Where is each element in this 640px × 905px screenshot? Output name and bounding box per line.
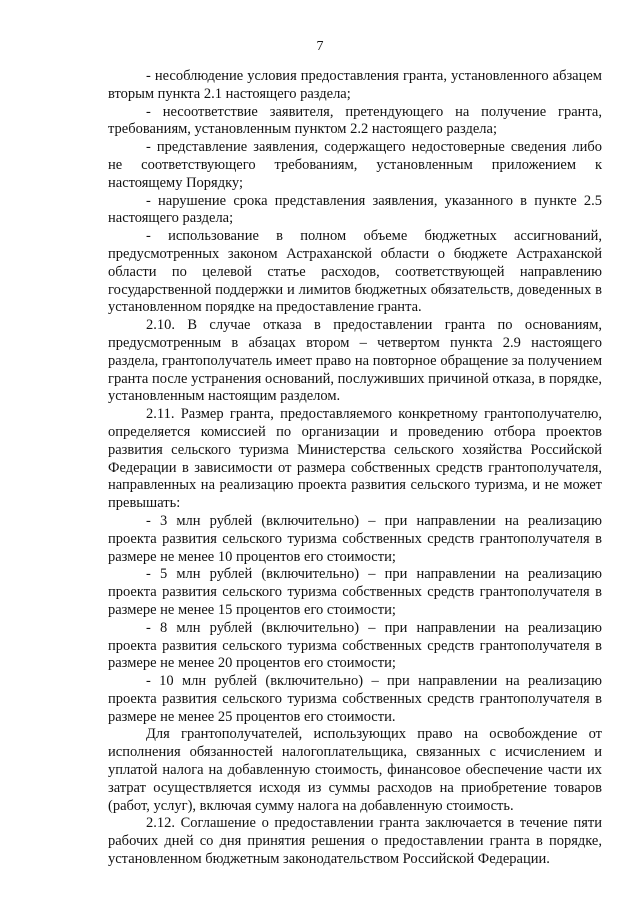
document-body: [108, 68, 602, 869]
paragraph-8: - 3 млн рублей (включительно) – при направлении на реализацию проекта развития сельского туризма собственных средств грантополучателя в размере не менее 10 процентов его стоимости;: [108, 512, 602, 565]
paragraph-13: 2.12. Соглашение о предоставлении гранта заключается в течение пяти рабочих дней со дня принятия решения о предоставлении гранта в порядке, установленном бюджетным законодательством Российской Федерации.: [108, 815, 602, 868]
paragraph-1: - несоблюдение условия предоставления гранта, установленного абзацем вторым пункта 2.1 настоящего раздела;: [108, 68, 602, 102]
paragraph-5: - использование в полном объеме бюджетных ассигнований, предусмотренных законом Астраханской области о бюджете Астраханской области по целевой статье расходов, соответствующей направлению государственной поддержки и лимитов бюджетных обязательств, доведенных в установленном порядке на предоставление гранта.: [108, 228, 602, 316]
paragraph-11: - 10 млн рублей (включительно) – при направлении на реализацию проекта развития сельского туризма собственных средств грантополучателя в размере не менее 25 процентов его стоимости.: [108, 673, 602, 725]
paragraph-7: 2.11. Размер гранта, предоставляемого конкретному грантополучателю, определяется комиссией по организации и проведению отбора проектов развития сельского туризма Министерства сельского хозяйства Российской Федерации в зависимости от размера собственных средств грантополучателя, направленных на реализацию проекта развития сельского туризма, и не может превышать:: [108, 406, 602, 512]
paragraph-9: - 5 млн рублей (включительно) – при направлении на реализацию проекта развития сельского туризма собственных средств грантополучателя в размере не менее 15 процентов его стоимости;: [108, 566, 602, 618]
paragraph-3: - представление заявления, содержащего недостоверные сведения либо не соответствующего требованиям, установленным приложением к настоящему Порядку;: [108, 139, 602, 191]
page-number: 7: [316, 39, 324, 54]
paragraph-12: Для грантополучателей, использующих право на освобождение от исполнения обязанностей налогоплательщика, связанных с исчислением и уплатой налога на добавленную стоимость, финансовое обеспечение части их затрат осуществляется исходя из суммы расходов на приобретение товаров (работ, услуг), включая сумму налога на добавленную стоимость.: [108, 726, 602, 814]
paragraph-4: - нарушение срока представления заявления, указанного в пункте 2.5 настоящего раздела;: [108, 192, 602, 227]
paragraph-10: - 8 млн рублей (включительно) – при направлении на реализацию проекта развития сельского туризма собственных средств грантополучателя в размере не менее 20 процентов его стоимости;: [108, 619, 602, 672]
paragraph-6: 2.10. В случае отказа в предоставлении гранта по основаниям, предусмотренным в абзацах втором – четвертом пункта 2.9 настоящего раздела, грантополучатель имеет право на повторное обращение за получением гранта после устранения оснований, послуживших причиной отказа, в порядке, установленным настоящим разделом.: [108, 317, 602, 405]
paragraph-2: - несоответствие заявителя, претендующего на получение гранта, требованиям, установленным пунктом 2.2 настоящего раздела;: [108, 103, 602, 138]
